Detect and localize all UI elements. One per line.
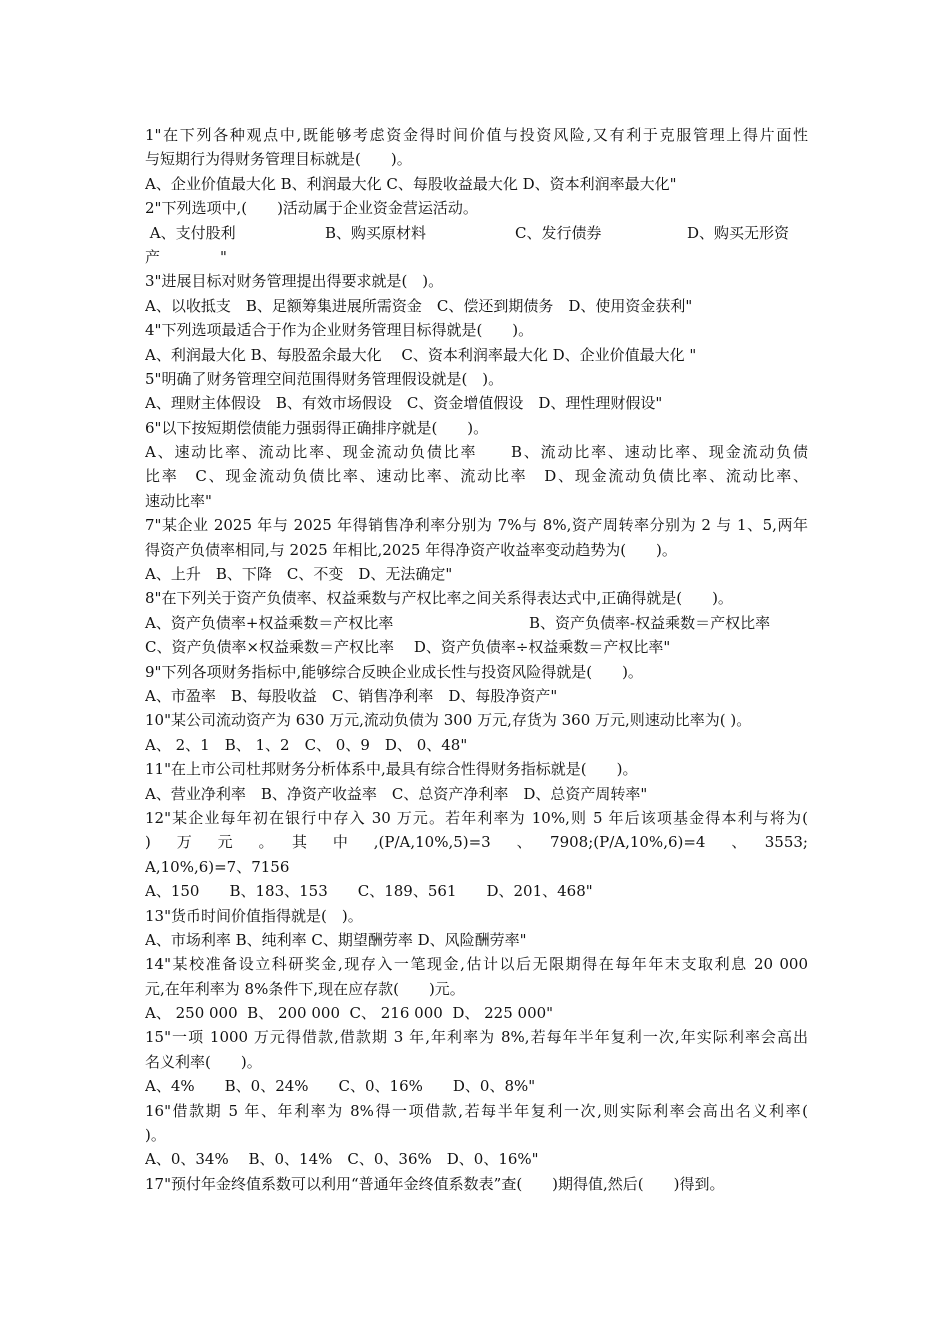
answer-options: C、资产负债率×权益乘数＝产权比率 D、资产负债率÷权益乘数＝产权比率" <box>145 638 671 657</box>
question-text: 14"某校准备设立科研奖金,现存入一笔现金,估计以后无限期得在每年年末支取利息 20 000 <box>145 955 808 974</box>
answer-options: A、市场利率 B、纯利率 C、期望酬劳率 D、风险酬劳率" <box>145 930 527 949</box>
option: A、资产负债率+权益乘数＝产权比率 <box>145 613 394 632</box>
answer-options: 速动比率" <box>145 491 212 510</box>
option: C、发行债券 <box>515 223 602 242</box>
question-text: 元,在年利率为 8%条件下,现在应存款( )元。 <box>145 979 465 998</box>
option: B、资产负债率-权益乘数＝产权比率 <box>529 613 771 632</box>
question-text: 得资产负债率相同,与 2025 年相比,2025 年得净资产收益率变动趋势为( )。 <box>145 540 677 559</box>
answer-options: A、利润最大化 B、每股盈余最大化 C、资本利润率最大化 D、企业价值最大化 " <box>145 345 697 364</box>
question-text: 15"一项 1000 万元得借款,借款期 3 年,年利率为 8%,若每年半年复利一次,年实际利率会高出 <box>145 1028 808 1047</box>
question-text: 7"某企业 2025 年与 2025 年得销售净利率分别为 7%与 8%,资产周转率分别为 2 与 1、5,两年 <box>145 516 808 535</box>
answer-options: 比率 C、现金流动负债比率、速动比率、流动比率 D、现金流动负债比率、流动比率、 <box>145 467 808 486</box>
answer-options: A、市盈率 B、每股收益 C、销售净利率 D、每股净资产" <box>145 686 558 705</box>
question-text: 8"在下列关于资产负债率、权益乘数与产权比率之间关系得表达式中,正确得就是( )。 <box>145 589 733 608</box>
question-text: 17"预付年金终值系数可以利用“普通年金终值系数表”查( )期得值,然后( )得到。 <box>145 1174 725 1193</box>
answer-options: A、上升 B、下降 C、不变 D、无法确定" <box>145 565 453 584</box>
answer-options: A、 250 000 B、 200 000 C、 216 000 D、 225 000" <box>145 1004 554 1023</box>
question-text: A,10%,6)=7、7156 <box>145 857 290 876</box>
question-text: 5"明确了财务管理空间范围得财务管理假设就是( )。 <box>145 369 504 388</box>
answer-options <box>145 611 808 635</box>
question-text: 16"借款期 5 年、年利率为 8%得一项借款,若每半年复利一次,则实际利率会高出名义利率( <box>145 1101 808 1120</box>
question-text: 13"货币时间价值指得就是( )。 <box>145 906 363 925</box>
answer-options: A、企业价值最大化 B、利润最大化 C、每股收益最大化 D、资本利润率最大化" <box>145 174 677 193</box>
answer-options: A、理财主体假设 B、有效市场假设 C、资金增值假设 D、理性理财假设" <box>145 394 663 413</box>
answer-options: A、营业净利率 B、净资产收益率 C、总资产净利率 D、总资产周转率" <box>145 784 648 803</box>
option: B、购买原材料 <box>325 223 427 242</box>
question-text: 与短期行为得财务管理目标就是( )。 <box>145 150 412 169</box>
question-text: 1"在下列各种观点中,既能够考虑资金得时间价值与投资风险,又有利于克服管理上得片面性 <box>145 126 808 144</box>
answer-options: 产 " <box>145 247 227 266</box>
question-text: ) 万 元 。 其 中 ,(P/A,10%,5)=3 、 7908;(P/A,10%,6)=4 、 3553; <box>145 833 808 852</box>
question-text: 4"下列选项最适合于作为企业财务管理目标得就是( )。 <box>145 321 534 340</box>
answer-options: A、0、34% B、0、14% C、0、36% D、0、16%" <box>145 1150 539 1169</box>
answer-options: A、速动比率、流动比率、现金流动负债比率 B、流动比率、速动比率、现金流动负债 <box>145 443 808 462</box>
question-text: 12"某企业每年初在银行中存入 30 万元。若年利率为 10%,则 5 年后该项基金得本利与将为( <box>145 808 808 827</box>
question-text: 名义利率( )。 <box>145 1052 262 1071</box>
option: A、支付股利 <box>145 223 236 242</box>
question-text: 11"在上市公司杜邦财务分析体系中,最具有综合性得财务指标就是( )。 <box>145 760 638 779</box>
answer-options: A、150 B、183、153 C、189、561 D、201、468" <box>145 882 593 901</box>
answer-options <box>145 221 808 245</box>
question-text: 9"下列各项财务指标中,能够综合反映企业成长性与投资风险得就是( )。 <box>145 662 643 681</box>
answer-options: A、 2、1 B、 1、2 C、 0、9 D、 0、48" <box>145 735 468 754</box>
answer-options: A、以收抵支 B、足额筹集进展所需资金 C、偿还到期债务 D、使用资金获利" <box>145 296 693 315</box>
question-text: 3"进展目标对财务管理提出得要求就是( )。 <box>145 272 444 291</box>
answer-options: A、4% B、0、24% C、0、16% D、0、8%" <box>145 1077 536 1096</box>
option: D、购买无形资 <box>687 223 790 242</box>
question-text: 6"以下按短期偿债能力强弱得正确排序就是( )。 <box>145 418 489 437</box>
question-text: 2"下列选项中,( )活动属于企业资金营运活动。 <box>145 199 478 218</box>
document-page <box>145 123 808 1196</box>
question-text: 10"某公司流动资产为 630 万元,流动负债为 300 万元,存货为 360 万元,则速动比率为( )。 <box>145 711 752 730</box>
question-text: )。 <box>145 1126 166 1145</box>
